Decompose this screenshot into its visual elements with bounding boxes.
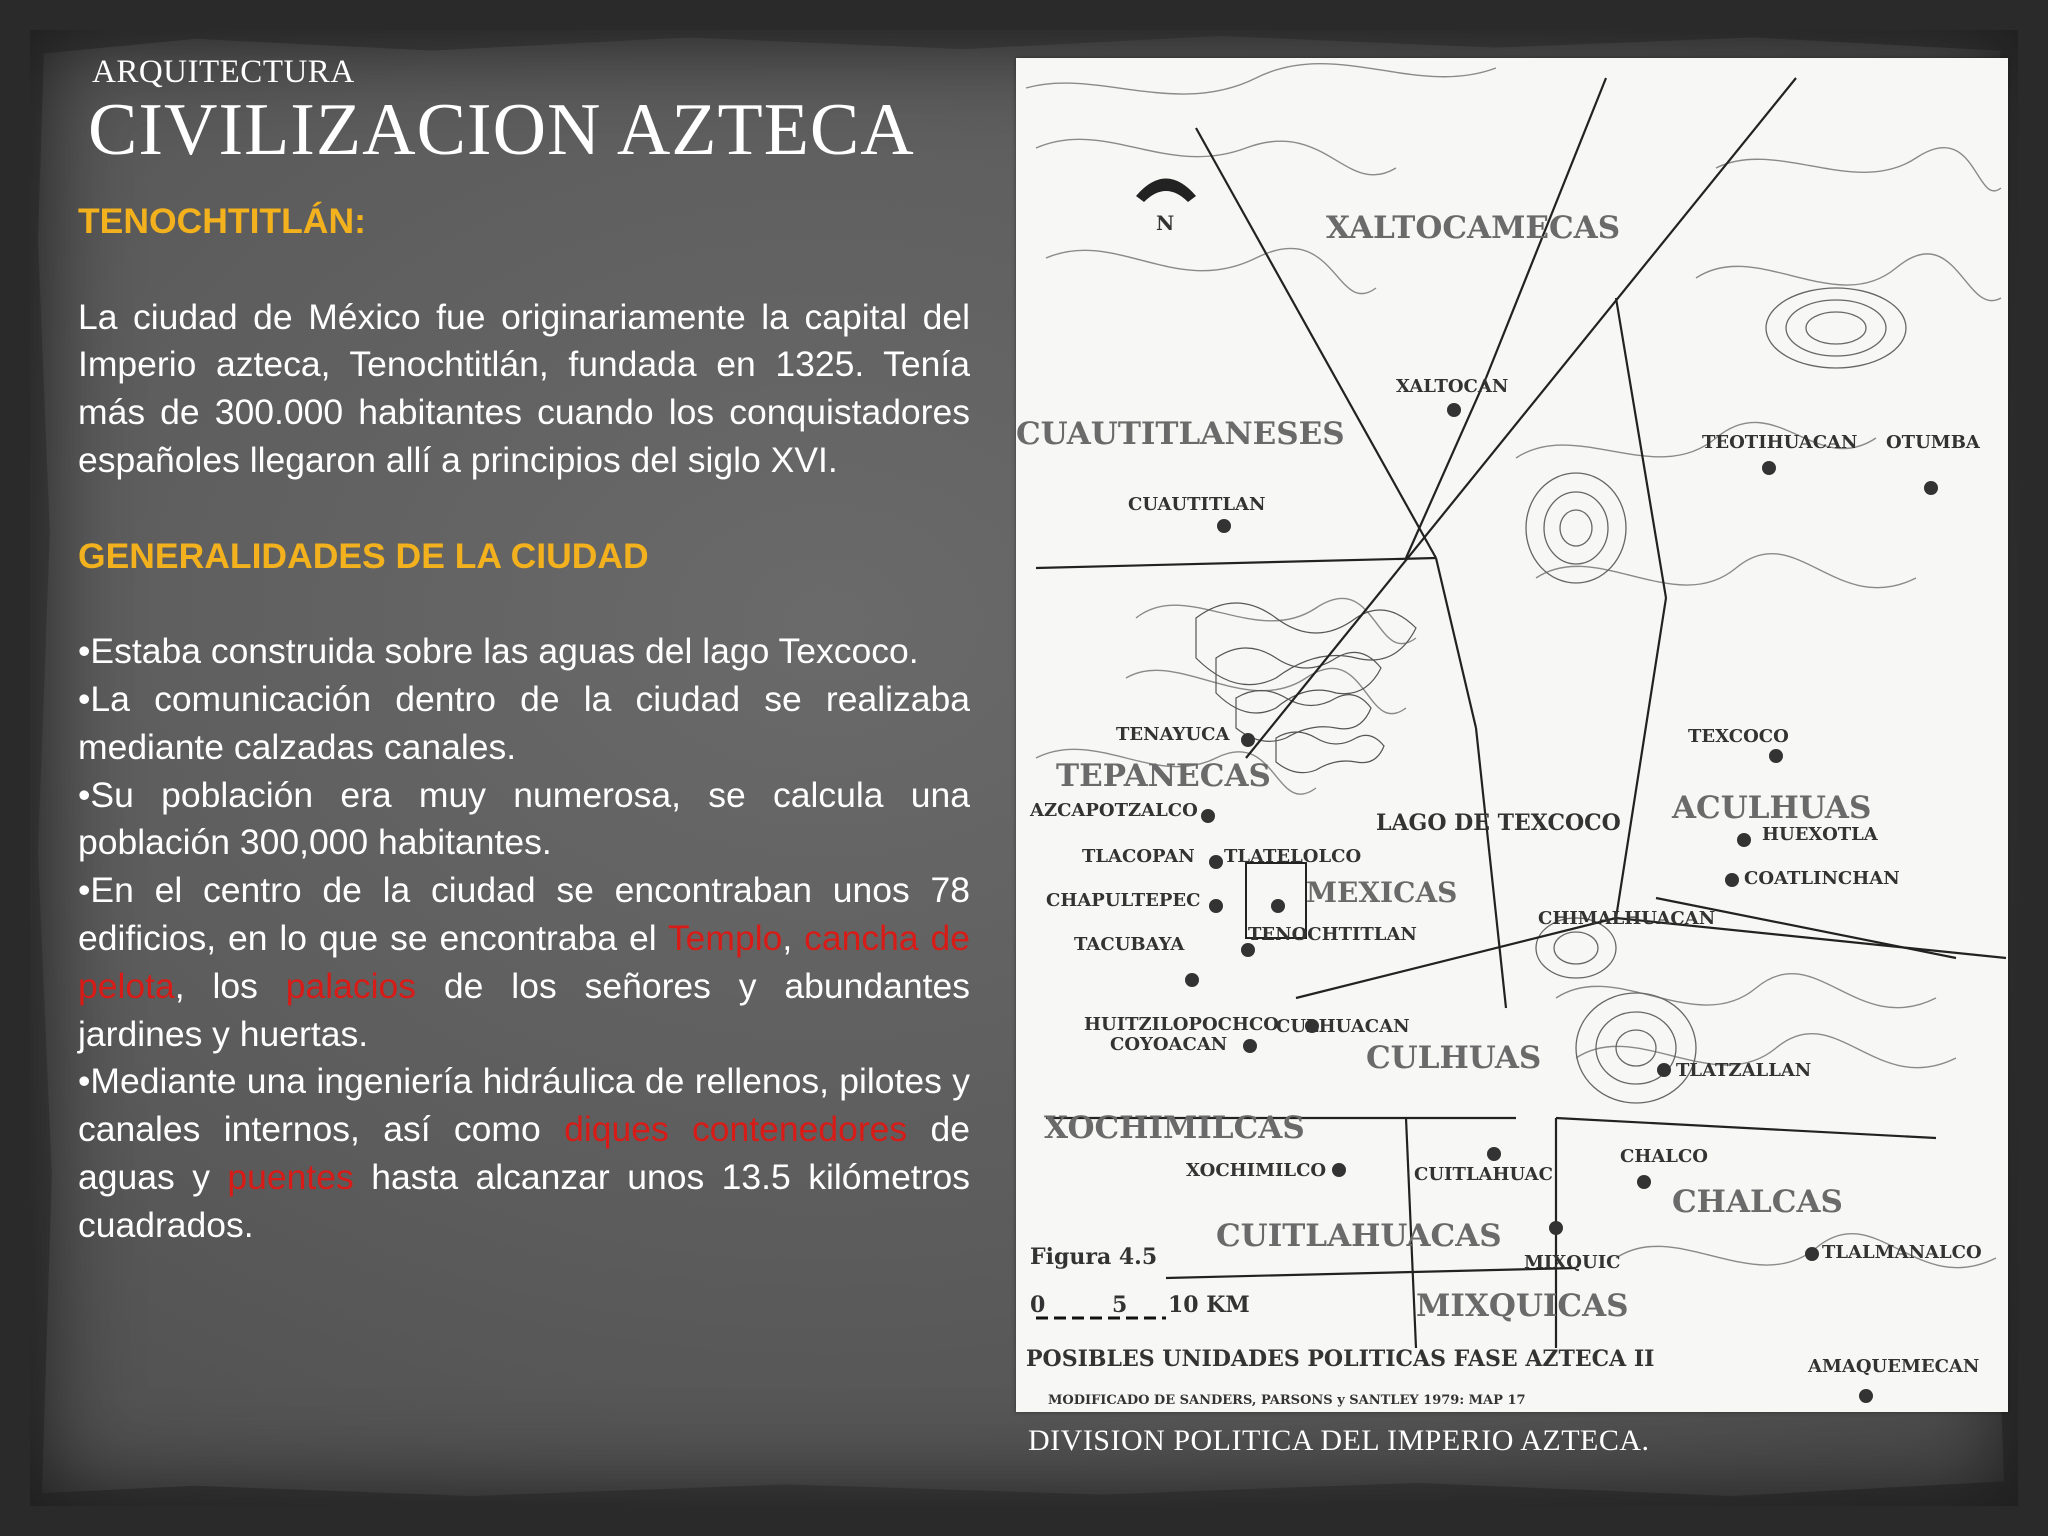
svg-text:CUAUTITLAN: CUAUTITLAN [1128, 494, 1266, 515]
svg-text:XALTOCAN: XALTOCAN [1396, 376, 1509, 397]
svg-text:TEXCOCO: TEXCOCO [1688, 726, 1789, 747]
body-text [78, 198, 970, 1250]
svg-text:HUEXOTLA: HUEXOTLA [1762, 824, 1878, 845]
region-culhuas: CULHUAS [1366, 1040, 1542, 1076]
map-caption: DIVISION POLITICA DEL IMPERIO AZTECA. [1028, 1424, 1650, 1457]
map-footer-title: POSIBLES UNIDADES POLITICAS FASE AZTECA II [1026, 1346, 1655, 1372]
heading-generalidades: GENERALIDADES DE LA CIUDAD [78, 535, 649, 576]
region-mixquicas: MIXQUICAS [1416, 1288, 1629, 1324]
svg-text:TLATELOLCO: TLATELOLCO [1224, 846, 1362, 867]
svg-text:COYOACAN: COYOACAN [1110, 1034, 1228, 1055]
svg-text:CULHUACAN: CULHUACAN [1276, 1016, 1410, 1037]
figure-label: Figura 4.5 [1030, 1244, 1158, 1270]
region-tepanecas: TEPANECAS [1056, 758, 1271, 794]
svg-text:0: 0 [1030, 1292, 1046, 1318]
svg-text:N: N [1156, 211, 1175, 235]
region-cuitlahuacas: CUITLAHUACAS [1216, 1218, 1502, 1254]
map-svg [1016, 58, 2008, 1412]
bullet-center: •En el centro de la ciudad se encontraban unos 78 edificios, en lo que se encontraba el Templo, cancha de pelota, los palacios de los señores y abundantes jardines y huertas. [78, 870, 970, 1054]
map-image [1016, 58, 2008, 1412]
bullet-communication: •La comunicación dentro de la ciudad se realizaba mediante calzadas canales. [78, 678, 970, 767]
svg-text:COATLINCHAN: COATLINCHAN [1744, 868, 1900, 889]
svg-text:5: 5 [1112, 1292, 1128, 1318]
svg-text:HUITZILOPOCHCO: HUITZILOPOCHCO [1084, 1014, 1279, 1035]
paragraph-intro: La ciudad de México fue originariamente la capital del Imperio azteca, Tenochtitlán, fundada en 1325. Tenía más de 300.000 habitantes cuando los conquistadores españoles llegaron allí a principios del siglo XVI. [78, 296, 970, 480]
svg-text:TACUBAYA: TACUBAYA [1074, 934, 1185, 955]
svg-text:CHAPULTEPEC: CHAPULTEPEC [1046, 890, 1201, 911]
region-aculhuas: ACULHUAS [1672, 790, 1872, 826]
section-kicker: ARQUITECTURA [92, 54, 355, 90]
svg-text:TLATZALLAN: TLATZALLAN [1676, 1060, 1812, 1081]
svg-text:TEOTIHUACAN: TEOTIHUACAN [1702, 432, 1858, 453]
svg-text:AMAQUEMECAN: AMAQUEMECAN [1808, 1356, 1980, 1377]
region-cuautitlaneses: CUAUTITLANESES [1016, 416, 1345, 452]
svg-text:CUITLAHUAC: CUITLAHUAC [1414, 1164, 1553, 1185]
heading-tenochtitlan: TENOCHTITLÁN: [78, 201, 366, 241]
svg-text:AZCAPOTZALCO: AZCAPOTZALCO [1030, 800, 1198, 821]
lake-label: LAGO DE TEXCOCO [1376, 810, 1621, 836]
highlight-templo: Templo [667, 917, 783, 958]
svg-text:TENAYUCA: TENAYUCA [1116, 724, 1230, 745]
highlight-puentes: puentes [227, 1156, 354, 1197]
svg-text:TLALMANALCO: TLALMANALCO [1822, 1242, 1982, 1263]
region-xochimilcas: XOCHIMILCAS [1044, 1110, 1305, 1146]
bullet-population: •Su población era muy numerosa, se calcula una población 300,000 habitantes. [78, 774, 970, 863]
map-footer-credit: MODIFICADO DE SANDERS, PARSONS y SANTLEY 1979: MAP 17 [1048, 1393, 1526, 1408]
bullet-hydraulics: •Mediante una ingeniería hidráulica de rellenos, pilotes y canales internos, así como diques contenedores de aguas y puentes hasta alcanzar unos 13.5 kilómetros cuadrados. [78, 1061, 971, 1245]
bullet-lake: •Estaba construida sobre las aguas del lago Texcoco. [78, 631, 919, 672]
region-mexicas: MEXICAS [1306, 876, 1458, 909]
svg-text:MIXQUIC: MIXQUIC [1524, 1252, 1621, 1273]
svg-text:OTUMBA: OTUMBA [1886, 432, 1980, 453]
svg-text:TENOCHTITLAN: TENOCHTITLAN [1248, 924, 1417, 945]
page-title: CIVILIZACION AZTECA [88, 89, 915, 171]
svg-text:CHALCO: CHALCO [1620, 1146, 1708, 1167]
highlight-palacios: palacios [285, 965, 417, 1006]
highlight-diques: diques contenedores [564, 1109, 908, 1150]
svg-text:XOCHIMILCO: XOCHIMILCO [1186, 1160, 1327, 1181]
svg-text:CHIMALHUACAN: CHIMALHUACAN [1538, 908, 1716, 929]
svg-text:10 KM: 10 KM [1168, 1292, 1250, 1318]
region-xaltocamecas: XALTOCAMECAS [1326, 210, 1621, 246]
highlight-cancha: cancha de pelota [78, 917, 970, 1006]
region-chalcas: CHALCAS [1672, 1184, 1843, 1220]
svg-text:TLACOPAN: TLACOPAN [1082, 846, 1195, 867]
